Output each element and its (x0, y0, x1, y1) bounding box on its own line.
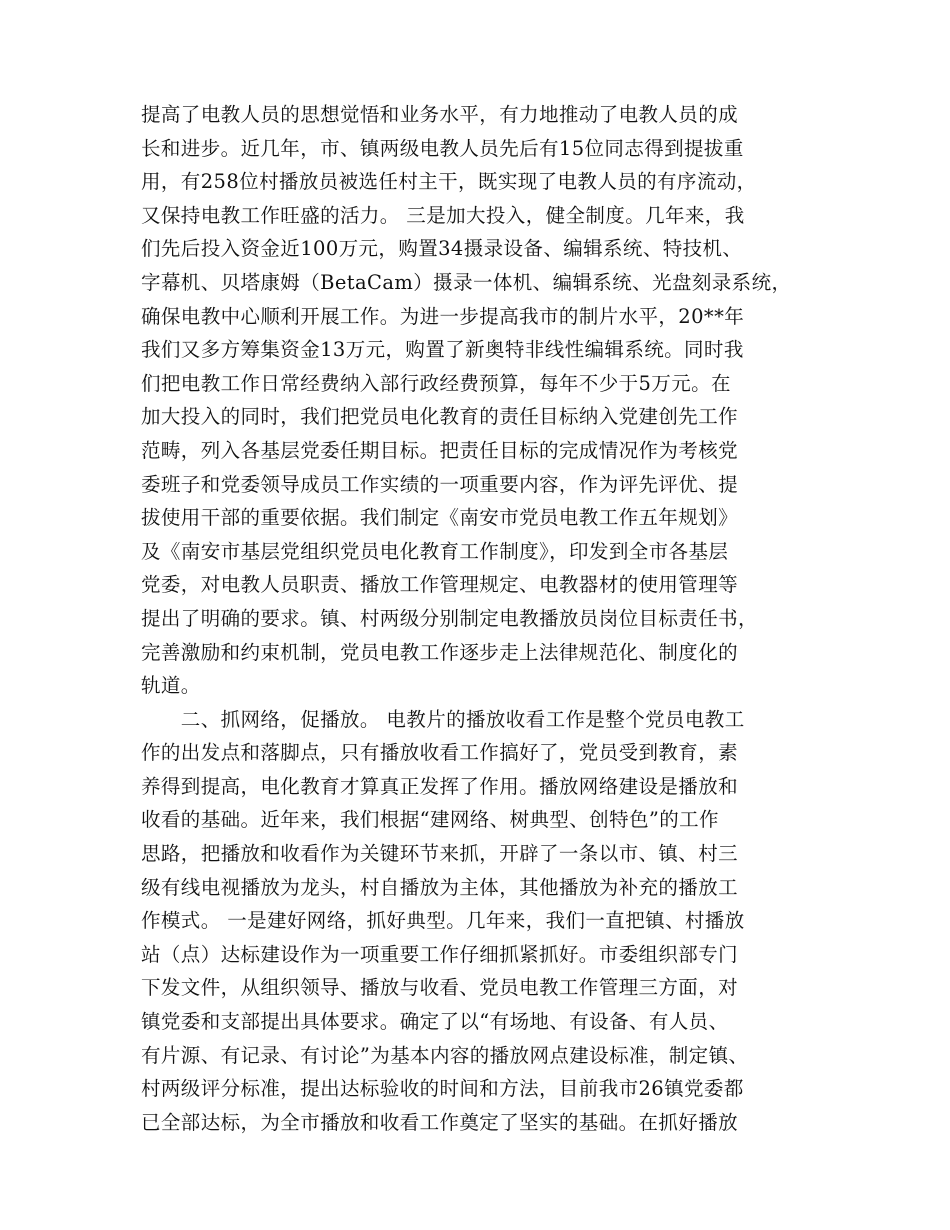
text-line: 拔使用干部的重要依据。我们制定《南安市党员电教工作五年规划》 (141, 506, 739, 530)
text-line: 我们又多方筹集资金13万元，购置了新奥特非线性编辑系统。同时我 (141, 338, 744, 362)
text-line: 轨道。 (141, 674, 201, 698)
text-line: 长和进步。近几年，市、镇两级电教人员先后有15位同志得到提拔重 (141, 136, 744, 160)
text-line: 们先后投入资金近100万元，购置34摄录设备、编辑系统、特技机、 (141, 237, 743, 261)
text-line: 确保电教中心顺利开展工作。为进一步提高我市的制片水平，20**年 (141, 304, 745, 328)
text-line: 养得到提高，电化教育才算真正发挥了作用。播放网络建设是播放和 (141, 774, 739, 798)
text-line: 镇党委和支部提出具体要求。确定了以“有场地、有设备、有人员、 (141, 1010, 729, 1034)
text-line: 委班子和党委领导成员工作实绩的一项重要内容，作为评先评优、提 (141, 472, 739, 496)
text-line: 站（点）达标建设作为一项重要工作仔细抓紧抓好。市委组织部专门 (141, 942, 739, 966)
text-line: 下发文件，从组织领导、播放与收看、党员电教工作管理三方面，对 (141, 976, 739, 1000)
text-line: 提出了明确的要求。镇、村两级分别制定电教播放员岗位目标责任书， (141, 606, 758, 630)
text-line: 村两级评分标准，提出达标验收的时间和方法，目前我市26镇党委都 (141, 1077, 744, 1101)
text-line: 二、抓网络，促播放。 电教片的播放收看工作是整个党员电教工 (141, 707, 745, 731)
text-line: 用，有258位村播放员被选任村主干，既实现了电教人员的有序流动， (141, 170, 757, 194)
text-line: 作的出发点和落脚点，只有播放收看工作搞好了，党员受到教育，素 (141, 741, 739, 765)
text-line: 提高了电教人员的思想觉悟和业务水平，有力地推动了电教人员的成 (141, 103, 739, 126)
text-line: 已全部达标，为全市播放和收看工作奠定了坚实的基础。在抓好播放 (141, 1110, 739, 1134)
text-line: 范畴，列入各基层党委任期目标。把责任目标的完成情况作为考核党 (141, 438, 739, 462)
text-line: 思路，把播放和收看作为关键环节来抓，开辟了一条以市、镇、村三 (141, 842, 739, 866)
text-line: 级有线电视播放为龙头，村自播放为主体，其他播放为补充的播放工 (141, 875, 739, 899)
text-line: 作模式。 一是建好网络，抓好典型。几年来，我们一直把镇、村播放 (141, 909, 745, 933)
body-text (141, 98, 821, 1139)
text-line: 完善激励和约束机制，党员电教工作逐步走上法律规范化、制度化的 (141, 640, 739, 664)
text-line: 们把电教工作日常经费纳入部行政经费预算，每年不少于5万元。在 (141, 371, 731, 395)
text-line: 党委，对电教人员职责、播放工作管理规定、电教器材的使用管理等 (141, 573, 739, 597)
text-line: 收看的基础。近年来，我们根据“建网络、树典型、创特色”的工作 (141, 808, 719, 832)
text-line: 字幕机、贝塔康姆（BetaCam）摄录一体机、编辑系统、光盘刻录系统， (141, 270, 792, 294)
text-line: 及《南安市基层党组织党员电化教育工作制度》，印发到全市各基层 (141, 539, 729, 563)
text-line: 加大投入的同时，我们把党员电化教育的责任目标纳入党建创先工作 (141, 405, 739, 429)
text-line: 有片源、有记录、有讨论”为基本内容的播放网点建设标准，制定镇、 (141, 1043, 749, 1067)
text-line: 又保持电教工作旺盛的活力。 三是加大投入，健全制度。几年来，我 (141, 203, 745, 227)
